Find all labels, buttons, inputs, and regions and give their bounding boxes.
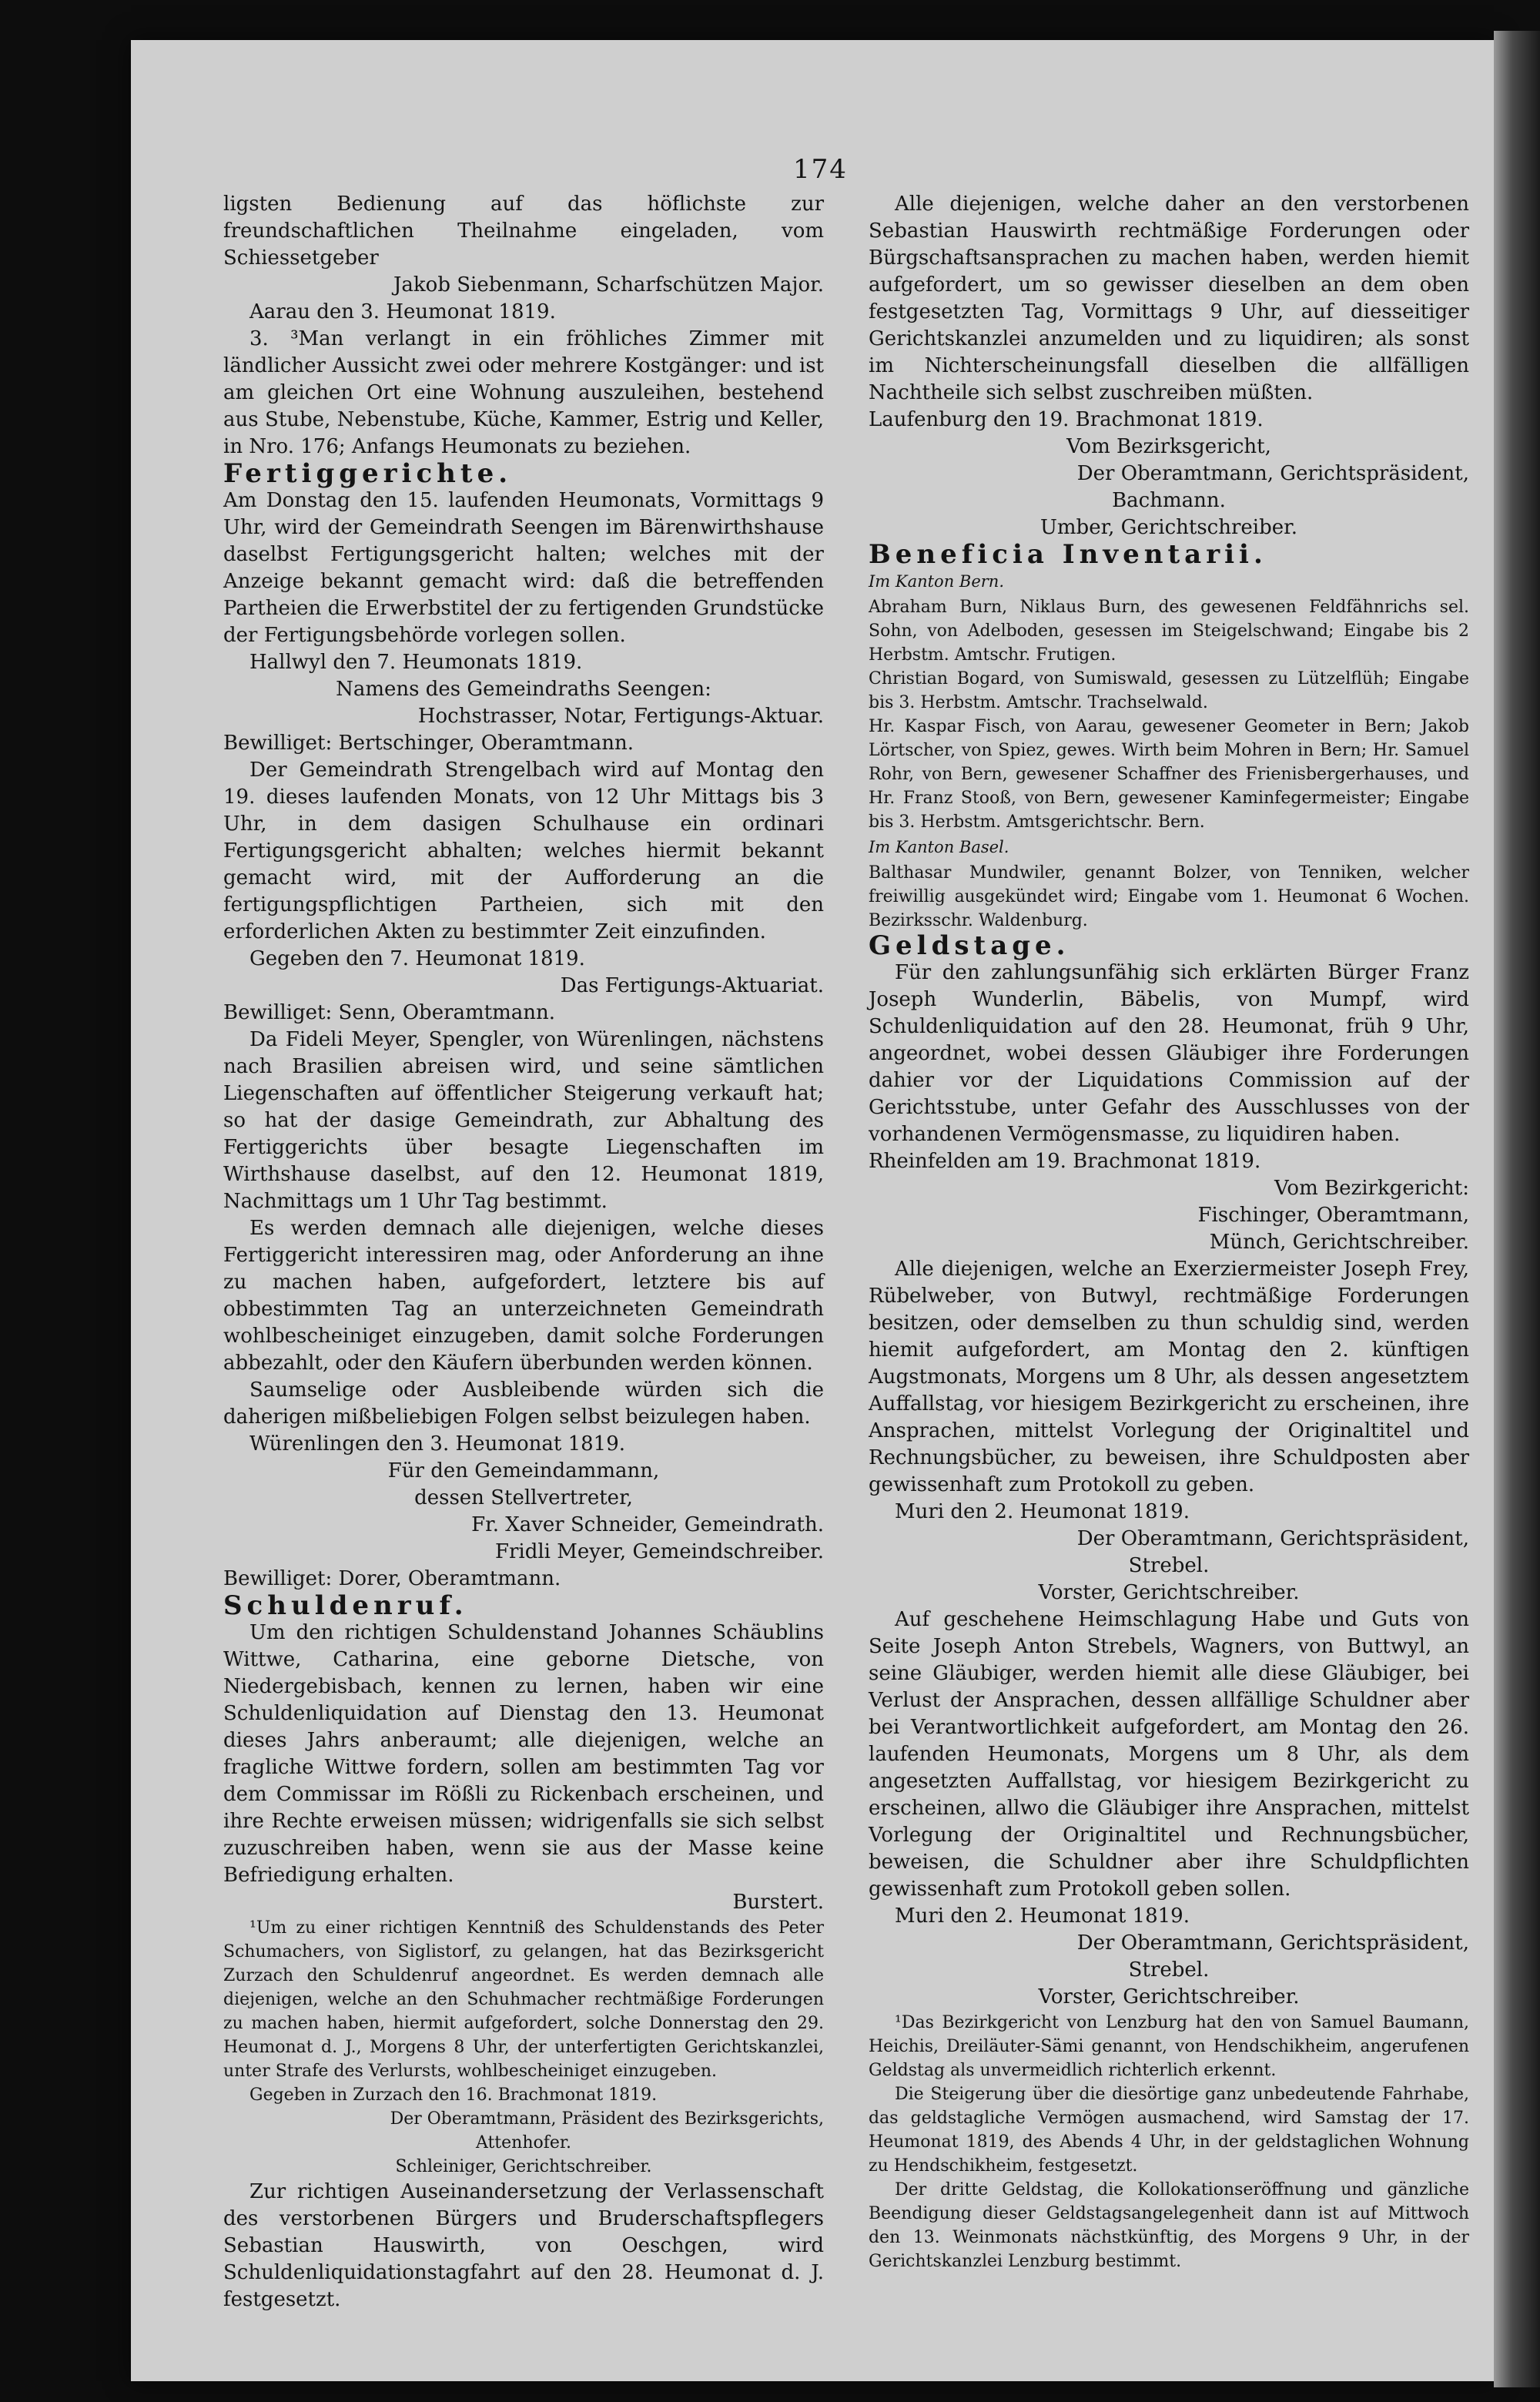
text-paragraph: Rheinfelden am 19. Brachmonat 1819. (869, 1150, 1261, 1173)
text-paragraph: Im Kanton Bern. (869, 572, 1004, 591)
text-paragraph: Es werden demnach alle diejenigen, welche dieses Fertiggericht interessiren mag, oder Anforderung an ihne zu machen haben, aufgefordert, letztere bis auf obbestimmten Tag an unterzeichneten Gemeindrath wohlbescheiniget einzugeben, damit solche Forderungen abbezahlt, oder den Käufern überbunden werden können. (223, 1217, 824, 1375)
text-paragraph: Vorster, Gerichtschreiber. (1038, 1985, 1300, 2008)
text-paragraph: Bewilliget: Dorer, Oberamtmann. (223, 1567, 561, 1590)
text-paragraph: Hochstrasser, Notar, Fertigungs-Aktuar. (417, 705, 824, 728)
text-paragraph: Vom Bezirkgericht: (1274, 1177, 1469, 1200)
section-heading: Schuldenruf. (223, 1590, 468, 1621)
text-paragraph: Um den richtigen Schuldenstand Johannes Schäublins Wittwe, Catharina, eine geborne Dietsche, von Niedergebisbach, kennen zu lernen, haben wir eine Schuldenliquidation auf Dienstag den 13. Heumonat dieses Jahrs anberaumt; alle diejenigen, welche an fragliche Wittwe fordern, sollen am bestimmten Tag vor dem Commissar im Rößli zu Rickenbach erscheinen, und ihre Rechte erweisen müssen; widrigenfalls sie sich selbst zuzuschreiben haben, wenn sie aus der Masse keine Befriedigung erhalten. (223, 1621, 824, 1887)
section-heading: Fertiggerichte. (223, 458, 513, 489)
text-paragraph: Fridli Meyer, Gemeindschreiber. (494, 1540, 824, 1563)
text-paragraph: Würenlingen den 3. Heumonat 1819. (249, 1432, 626, 1456)
text-paragraph: Im Kanton Basel. (869, 838, 1009, 856)
text-paragraph: Vorster, Gerichtschreiber. (1038, 1581, 1300, 1604)
section-heading: Geldstage. (869, 930, 1070, 961)
text-paragraph: Zur richtigen Auseinandersetzung der Verlassenschaft des verstorbenen Bürgers und Bruderschaftspflegers Sebastian Hauswirth, von Oeschgen, wird Schuldenliquidationstagfahrt auf den 28. Heumonat d. J. festgesetzt. (223, 2180, 824, 2311)
text-paragraph: Die Steigerung über die diesörtige ganz unbedeutende Fahrhabe, das geldstagliche Vermögen ausmachend, wird Samstag der 17. Heumonat 1819, des Abends 4 Uhr, in der geldstaglichen Wohnung zu Hendschikheim, festgesetzt. (869, 2085, 1469, 2176)
text-paragraph: Gegeben in Zurzach den 16. Brachmonat 1819. (249, 2085, 658, 2105)
text-paragraph: Da Fideli Meyer, Spengler, von Würenlingen, nächstens nach Brasilien abreisen wird, und seine sämtlichen Liegenschaften auf öffentlicher Steigerung verkauft hat; so hat der dasige Gemeindrath, zur Abhaltung des Fertiggerichts über besagte Liegenschaften im Wirthshause daselbst, auf den 12. Heumonat 1819, Nachmittags um 1 Uhr Tag bestimmt. (223, 1028, 824, 1213)
text-paragraph: Laufenburg den 19. Brachmonat 1819. (869, 408, 1264, 431)
text-paragraph: Münch, Gerichtschreiber. (1209, 1231, 1469, 1254)
text-paragraph: Hallwyl den 7. Heumonats 1819. (249, 651, 583, 674)
text-paragraph: Vom Bezirksgericht, (1066, 435, 1271, 458)
text-paragraph: Saumselige oder Ausbleibende würden sich die daherigen mißbeliebigen Folgen selbst beizulegen haben. (223, 1379, 824, 1429)
text-paragraph: Das Fertigungs-Aktuariat. (560, 974, 824, 997)
text-paragraph: Aarau den 3. Heumonat 1819. (249, 300, 556, 323)
text-paragraph: Der Oberamtmann, Präsident des Bezirksgerichts, (390, 2109, 824, 2129)
text-paragraph: Der dritte Geldstag, die Kollokationseröffnung und gänzliche Beendigung dieser Geldstagsangelegenheit dann ist auf Mittwoch den 13. Weinmonats nächstkünftig, des Morgens 9 Uhr, in der Gerichtskanzlei Lenzburg bestimmt. (869, 2180, 1469, 2271)
text-paragraph: Gegeben den 7. Heumonat 1819. (249, 947, 585, 970)
text-paragraph: ¹Das Bezirkgericht von Lenzburg hat den von Samuel Baumann, Heichis, Dreiläuter-Sämi genannt, von Hendschikheim, angerufenen Geldstag als unvermeidlich richterlich erkennt. (869, 2013, 1469, 2080)
text-paragraph: Abraham Burn, Niklaus Burn, des gewesenen Feldfähnrichs sel. Sohn, von Adelboden, gesessen im Steigelschwand; Eingabe bis 2 Herbstm. Amtschr. Frutigen. (869, 598, 1469, 665)
text-paragraph: Strebel. (1128, 1554, 1210, 1577)
text-paragraph: Muri den 2. Heumonat 1819. (895, 1500, 1190, 1523)
text-paragraph: Hr. Kaspar Fisch, von Aarau, gewesener Geometer in Bern; Jakob Lörtscher, von Spiez, gewes. Wirth beim Mohren in Bern; Hr. Samuel Rohr, von Bern, gewesener Schaffner des Frienisbergerhauses, und Hr. Franz Stooß, von Bern, gewesener Kaminfegermeister; Eingabe bis 3. Herbstm. Amtsgerichtschr. Bern. (869, 717, 1469, 832)
text-paragraph: Bewilliget: Senn, Oberamtmann. (223, 1001, 556, 1024)
text-paragraph: Schleiniger, Gerichtschreiber. (395, 2157, 652, 2176)
text-paragraph: Auf geschehene Heimschlagung Habe und Guts von Seite Joseph Anton Strebels, Wagners, von Buttwyl, an seine Gläubiger, werden hiemit alle diese Gläubiger, bei Verlust der Ansprachen, dessen allfällige Schuldner aber bei Verantwortlichkeit aufgefordert, am Montag den 26. laufenden Heumonats, Morgens um 8 Uhr, als dem angesetzten Auffallstag, vor hiesigem Bezirkgericht zu erscheinen, allwo die Gläubiger ihre Ansprachen, mittelst Vorlegung der Originaltitel und Rechnungsbücher, beweisen, die Schuldner aber ihre Schuldpflichten gewissenhaft zum Protokoll geben sollen. (869, 1608, 1469, 1901)
text-paragraph: Für den Gemeindammann, (387, 1459, 660, 1482)
text-paragraph: Umber, Gerichtschreiber. (1040, 516, 1297, 539)
text-paragraph: Am Donstag den 15. laufenden Heumonats, Vormittags 9 Uhr, wird der Gemeindrath Seengen im Bärenwirthshause daselbst Fertigungsgericht halten; welches mit der Anzeige bekannt gemacht wird: daß die betreffenden Partheien die Erwerbstitel der zu fertigenden Grundstücke der Fertigungsbehörde vorlegen sollen. (223, 489, 824, 647)
text-paragraph: Bewilliget: Bertschinger, Oberamtmann. (223, 732, 634, 755)
text-paragraph: Alle diejenigen, welche an Exerziermeister Joseph Frey, Rübelweber, von Butwyl, rechtmäßige Forderungen besitzen, oder demselben zu thun schuldig sind, werden hiemit aufgefordert, am Montag den 2. künftigen Augstmonats, Morgens um 8 Uhr, als dessen angesetztem Auffallstag, vor hiesigem Bezirkgericht zu erscheinen, ihre Ansprachen, mittelst Vorlegung der Originaltitel und Rechnungsbücher, zu beweisen, ihre Schuldposten aber gewissenhaft zum Protokoll zu geben. (869, 1258, 1469, 1496)
text-paragraph: ¹Um zu einer richtigen Kenntniß des Schuldenstands des Peter Schumachers, von Siglistorf, zu gelangen, hat das Bezirksgericht Zurzach den Schuldenruf angeordnet. Es werden demnach alle diejenigen, welche an den Schuhmacher rechtmäßige Forderungen zu machen haben, hiermit aufgefordert, solche Donnerstag den 29. Heumonat d. J., Morgens 8 Uhr, der unterfertigten Gerichtskanzlei, unter Strafe des Verlursts, wohlbescheiniget einzugeben. (223, 1918, 824, 2081)
text-paragraph: Namens des Gemeindraths Seengen: (336, 678, 711, 701)
left-column (223, 191, 824, 2313)
text-paragraph: Muri den 2. Heumonat 1819. (895, 1905, 1190, 1928)
text-paragraph: Christian Bogard, von Sumiswald, gesessen zu Lützelflüh; Eingabe bis 3. Herbstm. Amtschr. Trachselwald. (869, 669, 1469, 712)
text-paragraph: Strebel. (1128, 1958, 1210, 1982)
section-heading: Beneficia Inventarii. (869, 539, 1267, 570)
text-paragraph: Balthasar Mundwiler, genannt Bolzer, von Tenniken, welcher freiwillig ausgekündet wird; Eingabe vom 1. Heumonat 6 Wochen. Bezirksschr. Waldenburg. (869, 863, 1469, 930)
text-paragraph: Burstert. (732, 1891, 824, 1914)
text-paragraph: Bachmann. (1112, 489, 1226, 512)
text-paragraph: Für den zahlungsunfähig sich erklärten Bürger Franz Joseph Wunderlin, Bäbelis, von Mumpf, wird Schuldenliquidation auf den 28. Heumonat, früh 9 Uhr, angeordnet, wobei dessen Gläubiger ihre Forderungen dahier vor der Liquidations Commission auf der Gerichtsstube, unter Gefahr des Ausschlusses von der vorhandenen Vermögensmasse, zu liquidiren haben. (869, 961, 1469, 1146)
text-paragraph: Der Oberamtmann, Gerichtspräsident, (1076, 1527, 1469, 1550)
next-page-edge (1494, 31, 1540, 2387)
text-paragraph: Alle diejenigen, welche daher an den verstorbenen Sebastian Hauswirth rechtmäßige Forderungen oder Bürgschaftsansprachen zu machen haben, werden hiemit aufgefordert, um so gewisser dieselben an dem oben festgesetzten Tag, Vormittags 9 Uhr, auf diesseitiger Gerichtskanzlei anzumelden und zu liquidiren; als sonst im Nichterscheinungsfall dieselben die allfälligen Nachtheile sich selbst zuschreiben müßten. (869, 193, 1469, 404)
text-paragraph: Der Oberamtmann, Gerichtspräsident, (1076, 462, 1469, 485)
text-paragraph: Jakob Siebenmann, Scharfschützen Major. (393, 273, 824, 296)
right-column (869, 191, 1469, 2273)
text-paragraph: Fr. Xaver Schneider, Gemeindrath. (471, 1513, 824, 1536)
text-paragraph: 3. ³Man verlangt in ein fröhliches Zimmer mit ländlicher Aussicht zwei oder mehrere Kostgänger: und ist am gleichen Ort eine Wohnung auszuleihen, bestehend aus Stube, Nebenstube, Küche, Kammer, Estrig und Keller, in Nro. 176; Anfangs Heumonats zu beziehen. (223, 327, 824, 458)
text-paragraph: ligsten Bedienung auf das höflichste zur freundschaftlichen Theilnahme eingeladen, vom Schiessetgeber (223, 193, 824, 270)
text-paragraph: Der Oberamtmann, Gerichtspräsident, (1076, 1931, 1469, 1955)
text-paragraph: Fischinger, Oberamtmann, (1197, 1204, 1469, 1227)
text-paragraph: dessen Stellvertreter, (414, 1486, 633, 1509)
page-number: 174 (793, 154, 848, 185)
text-paragraph: Der Gemeindrath Strengelbach wird auf Montag den 19. dieses laufenden Monats, von 12 Uhr Mittags bis 3 Uhr, in dem dasigen Schulhause ein ordinari Fertigungsgericht abhalten; welches hiermit bekannt gemacht wird, mit der Aufforderung an die fertigungspflichtigen Partheien, sich mit den erforderlichen Akten zu bestimmter Zeit einzufinden. (223, 759, 824, 943)
text-paragraph: Attenhofer. (475, 2133, 572, 2152)
